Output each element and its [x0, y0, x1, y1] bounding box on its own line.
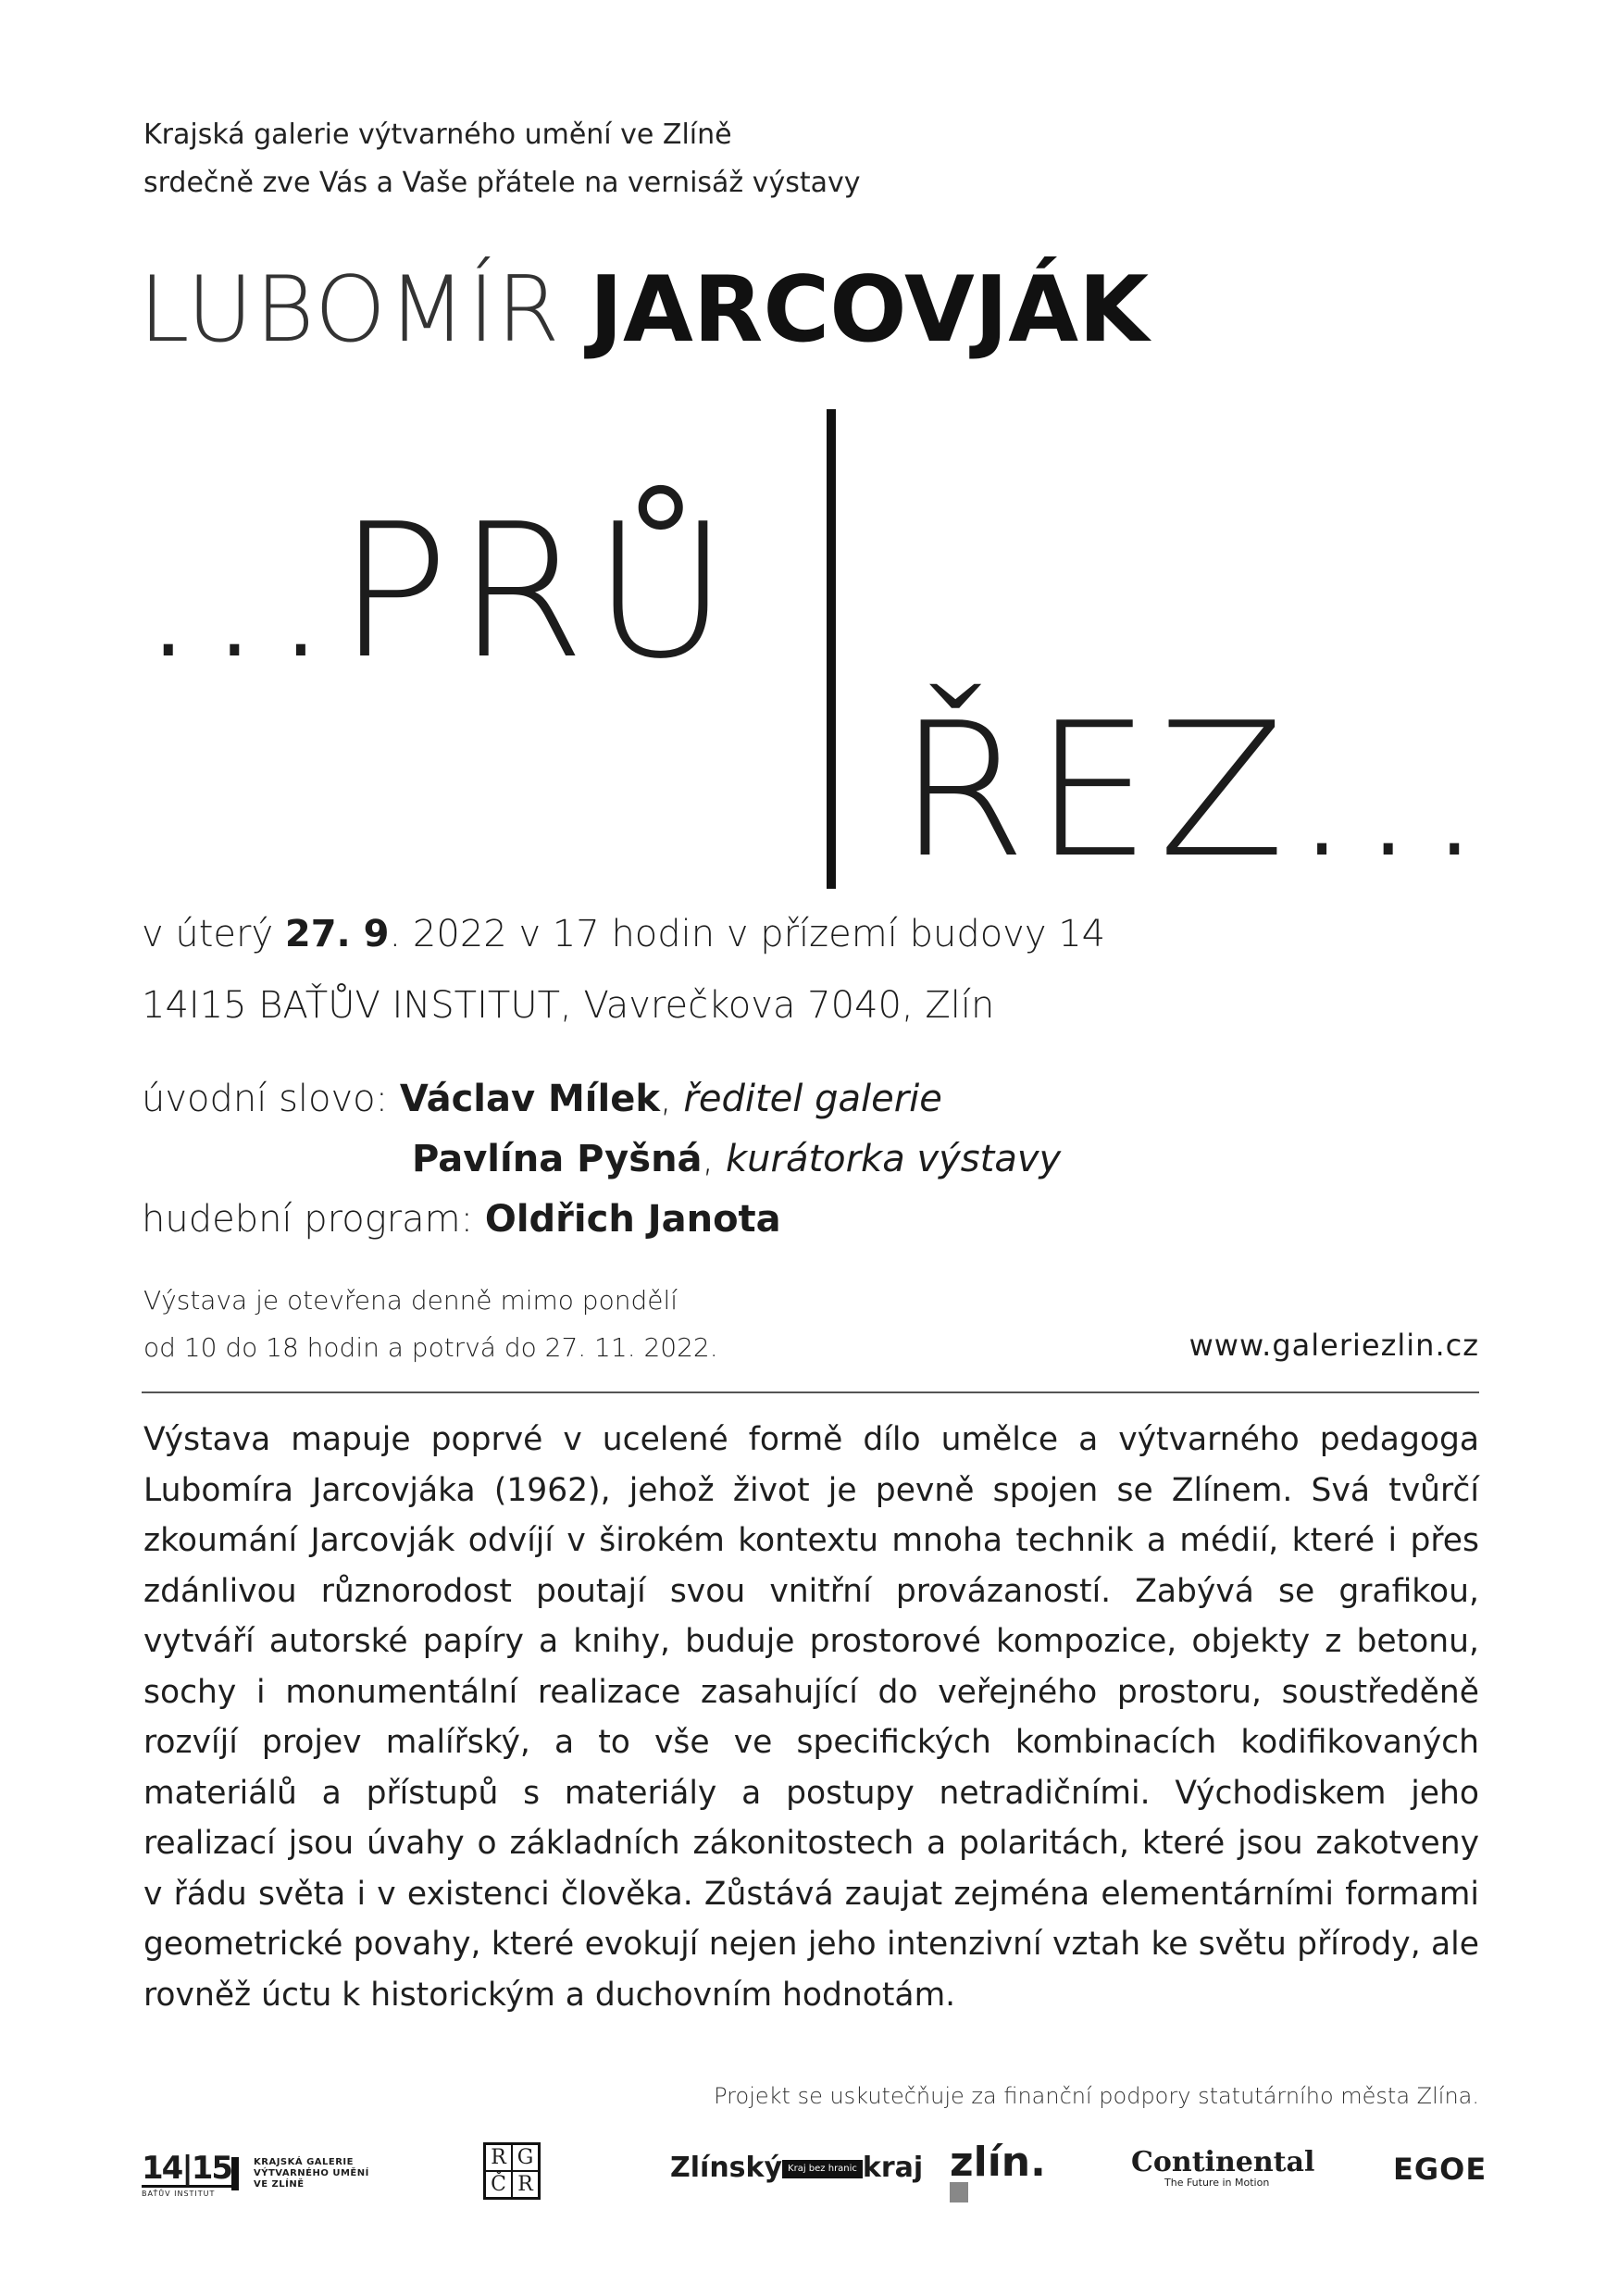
artist-first-name: LUBOMÍR [139, 257, 562, 363]
speaker-2-name: Pavlína Pyšná [412, 1138, 703, 1180]
rgcr-letter: G [512, 2144, 539, 2171]
music-label: hudební program: [142, 1198, 485, 1241]
rgcr-letter: Č [485, 2171, 512, 2198]
rgcr-letter: R [485, 2144, 512, 2171]
zlinsky-left: Zlínský [670, 2152, 783, 2184]
artist-last-name: JARCOVJÁK [589, 257, 1150, 363]
invitation-line-1: Krajská galerie výtvarného umění ve Zlíně [143, 119, 732, 151]
date-prefix: v úterý [142, 913, 285, 955]
separator: , [659, 1078, 684, 1120]
exhibition-title-part-1: ...PRŮ [139, 484, 736, 700]
zlinsky-kraj-logo [670, 2152, 923, 2184]
invitation-text [143, 111, 861, 207]
intro-label: úvodní slovo: [142, 1078, 400, 1120]
zlinsky-box: Kraj bez hranic [782, 2160, 863, 2178]
title-divider [827, 409, 836, 889]
speaker-2-line [412, 1137, 1061, 1181]
continental-name: Continental [1131, 2146, 1315, 2178]
gallery-logo-line-2: VÝTVARNÉHO UMĚNÍ [254, 2168, 369, 2178]
continental-tagline: The Future in Motion [1164, 2177, 1270, 2189]
separator: , [702, 1138, 726, 1180]
speaker-1-role: ředitel galerie [683, 1078, 942, 1120]
zlinsky-right: kraj [862, 2152, 924, 2184]
institute-name: BAŤŮV INSTITUT [142, 2190, 216, 2198]
music-program-line [142, 1197, 781, 1242]
opening-hours-line-1: Výstava je otevřena denně mimo pondělí [143, 1285, 678, 1316]
speaker-2-role: kurátorka výstavy [725, 1138, 1062, 1180]
speaker-1-name: Václav Mílek [399, 1078, 660, 1120]
gallery-logo [231, 2157, 369, 2190]
exhibition-title-part-2: ŘEZ... [898, 683, 1492, 899]
divider-rule [142, 1391, 1479, 1393]
institute-logo [142, 2152, 231, 2198]
zlin-city-text: zlín. [950, 2139, 1046, 2186]
gallery-logo-line-1: KRAJSKÁ GALERIE [254, 2157, 354, 2167]
opening-hours-line-2: od 10 do 18 hodin a potrvá do 27. 11. 2022. [143, 1332, 718, 1363]
rgcr-letter: R [512, 2171, 539, 2198]
institute-number: 14|15 [142, 2150, 232, 2187]
event-venue: 14I15 BAŤŮV INSTITUT, Vavrečkova 7040, Zlín [142, 984, 995, 1027]
invitation-line-2: srdečně zve Vás a Vaše přátele na vernisáž výstavy [143, 167, 861, 199]
music-name: Oldřich Janota [484, 1198, 781, 1241]
exhibition-description: Výstava mapuje poprvé v ucelené formě dílo umělce a výtvarného pedagoga Lubomíra Jarcovjáka (1962), jehož život je pevně spojen se Zlínem. Svá tvůrčí zkoumání Jarcovják odvíjí v širokém kontextu mnoha technik a médií, které i přes zdánlivou různorodost poutají svou vnitřní provázaností. Zabývá se grafikou, vytváří autorské papíry a knihy, buduje prostorové kompozice, objekty z betonu, sochy i monumentální realizace zasahující do veřejného prostoru, soustředěně rozvíjí projev malířský, a to vše ve specifických kombinacích kodifikovaných materiálů a přístupů s materiály a postupy netradičními. Východiskem jeho realizací jsou úvahy o základních zákonitostech a polaritách, které jsou zakotveny v řádu světa i v existenci člověka. Zůstává zaujat zejména elementárními formami geometrické povahy, které evokují nejen jeho intenzivní vztah ke světu přírody, ale rovněž úctu k historickým a duchovním hodnotám. [143, 1421, 1479, 2014]
zlin-city-logo [950, 2139, 1046, 2202]
intro-speech-line [142, 1077, 942, 1121]
date-bold: 27. 9 [284, 913, 390, 955]
continental-logo [1131, 2146, 1314, 2189]
support-note: Projekt se uskutečňuje za finanční podpory statutárního města Zlína. [714, 2083, 1479, 2109]
website-link[interactable]: www.galeriezlin.cz [1189, 1328, 1479, 1363]
date-suffix: . 2022 v 17 hodin v přízemí budovy 14 [389, 913, 1106, 955]
artist-name [139, 259, 1149, 361]
rgcr-logo [483, 2142, 541, 2200]
event-date [142, 912, 1105, 956]
egoe-logo: EGOE [1393, 2152, 1487, 2187]
gallery-logo-line-3: VE ZLÍNĚ [254, 2179, 305, 2190]
